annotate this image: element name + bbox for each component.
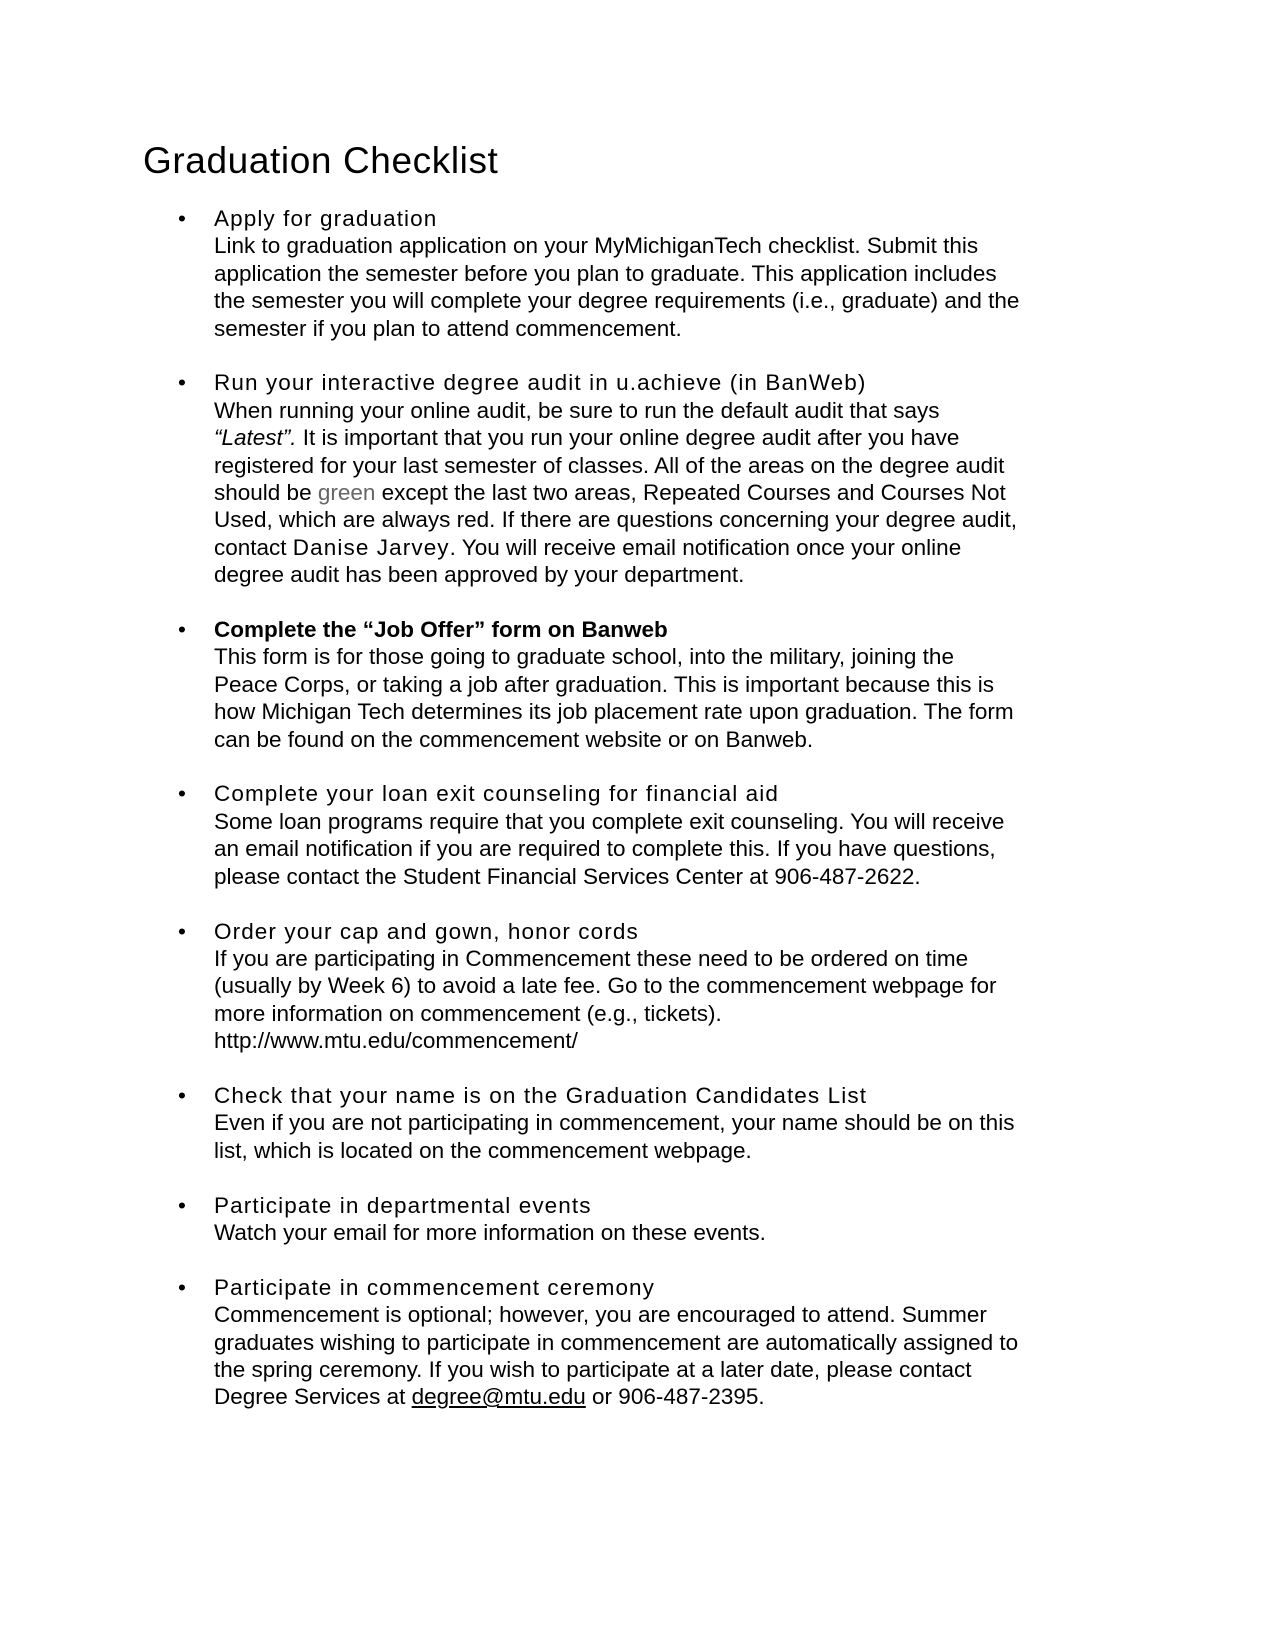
text-segment: When running your online audit, be sure to run the default audit that says (214, 397, 940, 423)
checklist-item (0, 369, 1084, 588)
bullet-icon: • (178, 206, 186, 231)
checklist-item-description (214, 945, 1084, 1055)
checklist-item-description (214, 397, 1084, 589)
checklist-item-description (214, 1109, 1084, 1164)
checklist-item (0, 918, 1084, 1055)
checklist-item-heading: Check that your name is on the Graduation Candidates List (214, 1082, 868, 1108)
checklist-item (0, 1192, 1084, 1247)
bullet-icon: • (178, 617, 186, 643)
text-segment: Some loan programs require that you complete exit counseling. You will receive an email notification if you are required to complete this. If you have questions, please contact the Student Financial Services Center at 906-487-2622. (214, 808, 1005, 889)
checklist-item (0, 205, 1084, 342)
bullet-icon: • (178, 1082, 186, 1108)
text-segment: Link to graduation application on your MyMichiganTech checklist. Submit this application the semester before you plan to graduate. This application includes the semester you will complete your degree requirements (i.e., graduate) and the semester if you plan to attend commencement. (214, 233, 1020, 341)
text-segment: “Latest”. (214, 425, 297, 451)
text-segment: Commencement is optional; however, you are encouraged to attend. Summer graduates wishing to participate in commencement are automatically assigned to the spring ceremony. If you wish to participate at a later date, please contact Degree Services at (214, 1302, 1019, 1410)
checklist-item-heading: Complete your loan exit counseling for financial aid (214, 781, 779, 807)
checklist-item-heading: Apply for graduation (214, 206, 438, 231)
text-segment: . You will receive email notification once your online degree audit has been approved by your department. (214, 534, 962, 588)
text-segment: Danise Jarvey (292, 534, 450, 560)
text-segment: This form is for those going to graduate school, into the military, joining the Peace Corps, or taking a job after graduation. This is important because this is how Michigan Tech determines its job placement rate upon graduation. The form can be found on the commencement website or on Banweb. (214, 644, 1014, 752)
checklist-item-heading: Complete the “Job Offer” form on Banweb (214, 617, 668, 643)
checklist-item-heading: Participate in commencement ceremony (214, 1274, 656, 1300)
checklist-item (0, 1082, 1084, 1164)
text-segment: Even if you are not participating in commencement, your name should be on this list, which is located on the commencement webpage. (214, 1110, 1015, 1163)
page-title: Graduation Checklist (143, 140, 499, 181)
checklist-item-description (214, 808, 1084, 890)
checklist-item (0, 780, 1084, 890)
bullet-icon: • (178, 1192, 186, 1218)
text-segment: except the last two areas, Repeated Courses and Courses Not Used, which are always red. If there are questions concerning your degree audit, contact (214, 480, 1017, 560)
email-link[interactable]: degree@mtu.edu (411, 1384, 586, 1410)
bullet-icon: • (178, 918, 186, 944)
checklist-item-description (214, 1219, 1084, 1246)
bullet-icon: • (178, 370, 186, 396)
checklist-item-description (214, 643, 1084, 753)
checklist-item-heading: Participate in departmental events (214, 1192, 592, 1218)
checklist-item-heading: Order your cap and gown, honor cords (214, 918, 639, 944)
text-segment: green (317, 480, 376, 506)
checklist-item (0, 616, 1084, 753)
checklist-item-description (214, 232, 1084, 342)
bullet-icon: • (178, 781, 186, 807)
checklist-item (0, 1274, 1084, 1411)
text-segment: If you are participating in Commencement these need to be ordered on time (usually by Week 6) to avoid a late fee. Go to the commencement webpage for more information on commencement (e.g., tickets). http://www.mtu.edu/commencement/ (214, 945, 997, 1054)
checklist-item-description (214, 1301, 1084, 1411)
text-segment: or 906-487-2395. (585, 1384, 765, 1410)
checklist (0, 205, 1084, 1438)
checklist-item-heading: Run your interactive degree audit in u.achieve (in BanWeb) (214, 370, 867, 396)
text-segment: Watch your email for more information on these events. (214, 1219, 766, 1245)
bullet-icon: • (178, 1274, 186, 1300)
text-segment: It is important that you run your online degree audit after you have registered for your last semester of classes. All of the areas on the degree audit should be (214, 425, 1005, 506)
